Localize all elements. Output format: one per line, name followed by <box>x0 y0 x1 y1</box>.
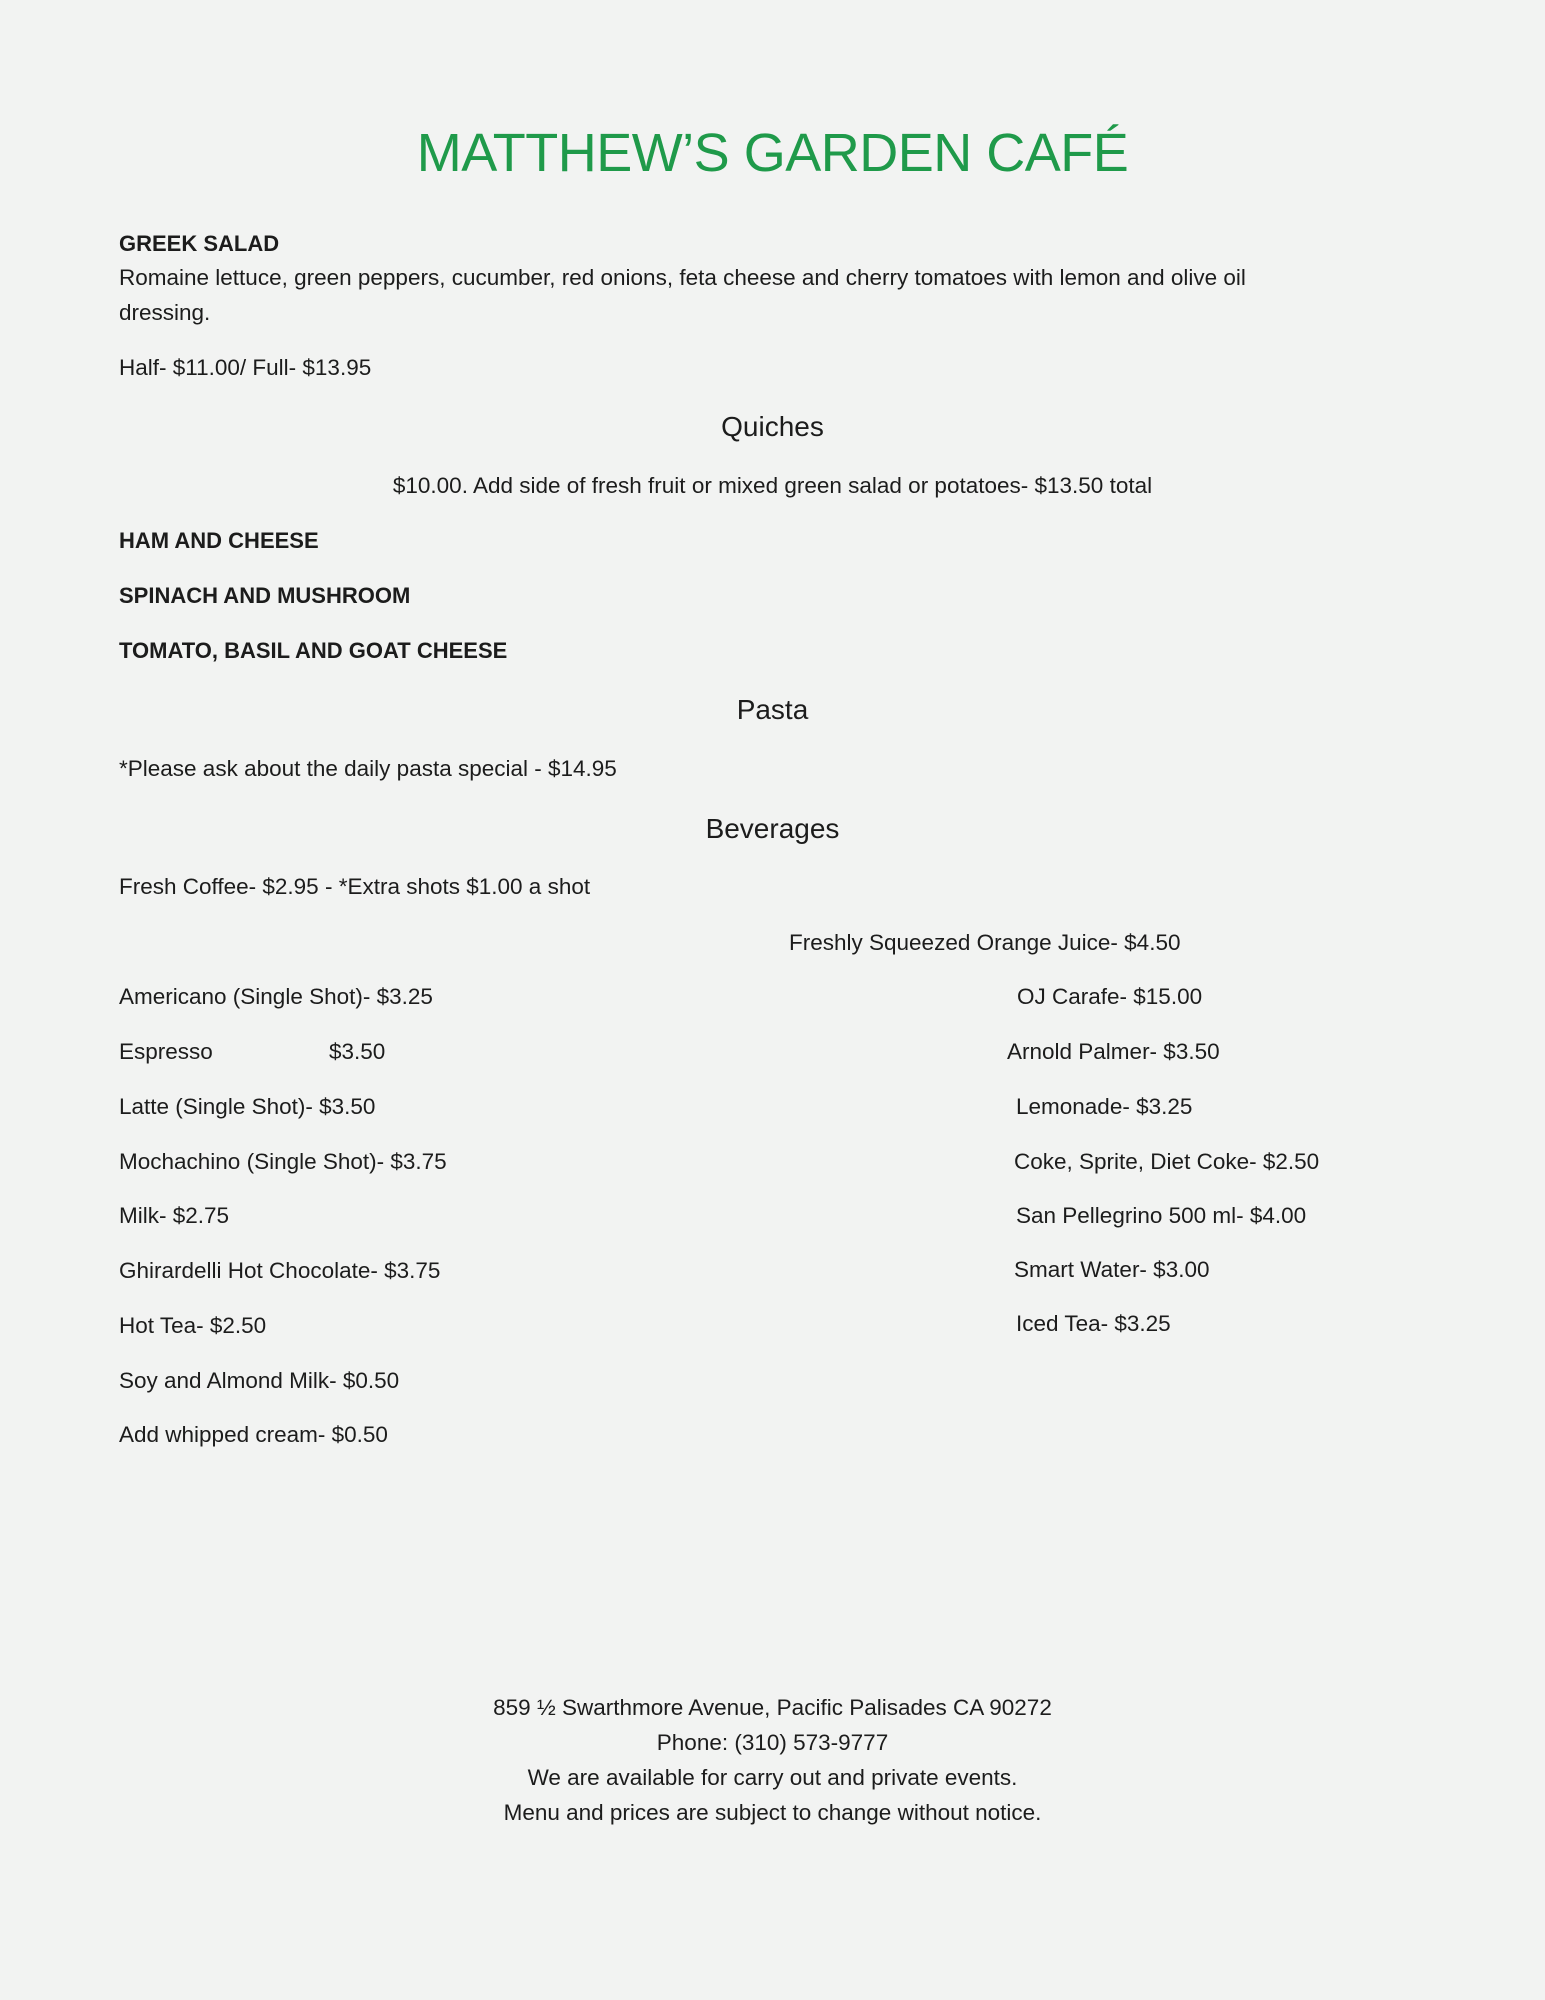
greek-salad-price: Half- $11.00/ Full- $13.95 <box>119 355 372 380</box>
beverage-left-item: Latte (Single Shot)- $3.50 <box>119 1094 376 1119</box>
footer-phone: Phone: (310) 573-9777 <box>656 1730 889 1755</box>
beverage-left-item: Soy and Almond Milk- $0.50 <box>119 1368 400 1393</box>
quiche-item: SPINACH AND MUSHROOM <box>119 583 411 608</box>
beverage-left-item: Add whipped cream- $0.50 <box>119 1422 388 1447</box>
beverage-right-item: San Pellegrino 500 ml- $4.00 <box>1016 1203 1307 1228</box>
beverage-right-item: Arnold Palmer- $3.50 <box>1007 1039 1220 1064</box>
beverages-heading: Beverages <box>705 813 840 844</box>
greek-salad-description-line1: Romaine lettuce, green peppers, cucumber, red onions, feta cheese and cherry tomatoes with lemon and olive oil <box>119 265 1246 290</box>
beverage-right-item: Smart Water- $3.00 <box>1014 1257 1210 1282</box>
beverage-right-item: Coke, Sprite, Diet Coke- $2.50 <box>1014 1149 1320 1174</box>
quiches-price-note: $10.00. Add side of fresh fruit or mixed green salad or potatoes- $13.50 total <box>392 473 1153 498</box>
beverage-right-item: Iced Tea- $3.25 <box>1016 1311 1171 1336</box>
quiches-heading: Quiches <box>721 411 824 442</box>
pasta-special-note: *Please ask about the daily pasta special - $14.95 <box>119 756 617 781</box>
beverage-left-item: Ghirardelli Hot Chocolate- $3.75 <box>119 1258 441 1283</box>
orange-juice-item: Freshly Squeezed Orange Juice- $4.50 <box>789 930 1181 955</box>
beverage-left-item: Americano (Single Shot)- $3.25 <box>119 984 433 1009</box>
beverage-left-item: Espresso <box>119 1039 213 1064</box>
espresso-price: $3.50 <box>329 1039 386 1064</box>
quiche-item: HAM AND CHEESE <box>119 528 319 553</box>
greek-salad-description-line2: dressing. <box>119 300 211 325</box>
beverage-left-item: Milk- $2.75 <box>119 1203 230 1228</box>
beverage-right-item: Lemonade- $3.25 <box>1016 1094 1193 1119</box>
greek-salad-name: GREEK SALAD <box>119 231 280 256</box>
footer-availability: We are available for carry out and private events. <box>527 1765 1018 1790</box>
beverage-right-item: OJ Carafe- $15.00 <box>1017 984 1203 1009</box>
page-title: MATTHEW’S GARDEN CAFÉ <box>416 123 1129 183</box>
footer-notice: Menu and prices are subject to change without notice. <box>503 1800 1042 1825</box>
footer-address: 859 ½ Swarthmore Avenue, Pacific Palisades CA 90272 <box>493 1695 1052 1720</box>
beverage-left-item: Mochachino (Single Shot)- $3.75 <box>119 1149 447 1174</box>
quiche-item: TOMATO, BASIL AND GOAT CHEESE <box>119 638 508 663</box>
pasta-heading: Pasta <box>736 694 809 725</box>
fresh-coffee-item: Fresh Coffee- $2.95 - *Extra shots $1.00 a shot <box>119 874 591 899</box>
beverage-left-item: Hot Tea- $2.50 <box>119 1313 267 1338</box>
